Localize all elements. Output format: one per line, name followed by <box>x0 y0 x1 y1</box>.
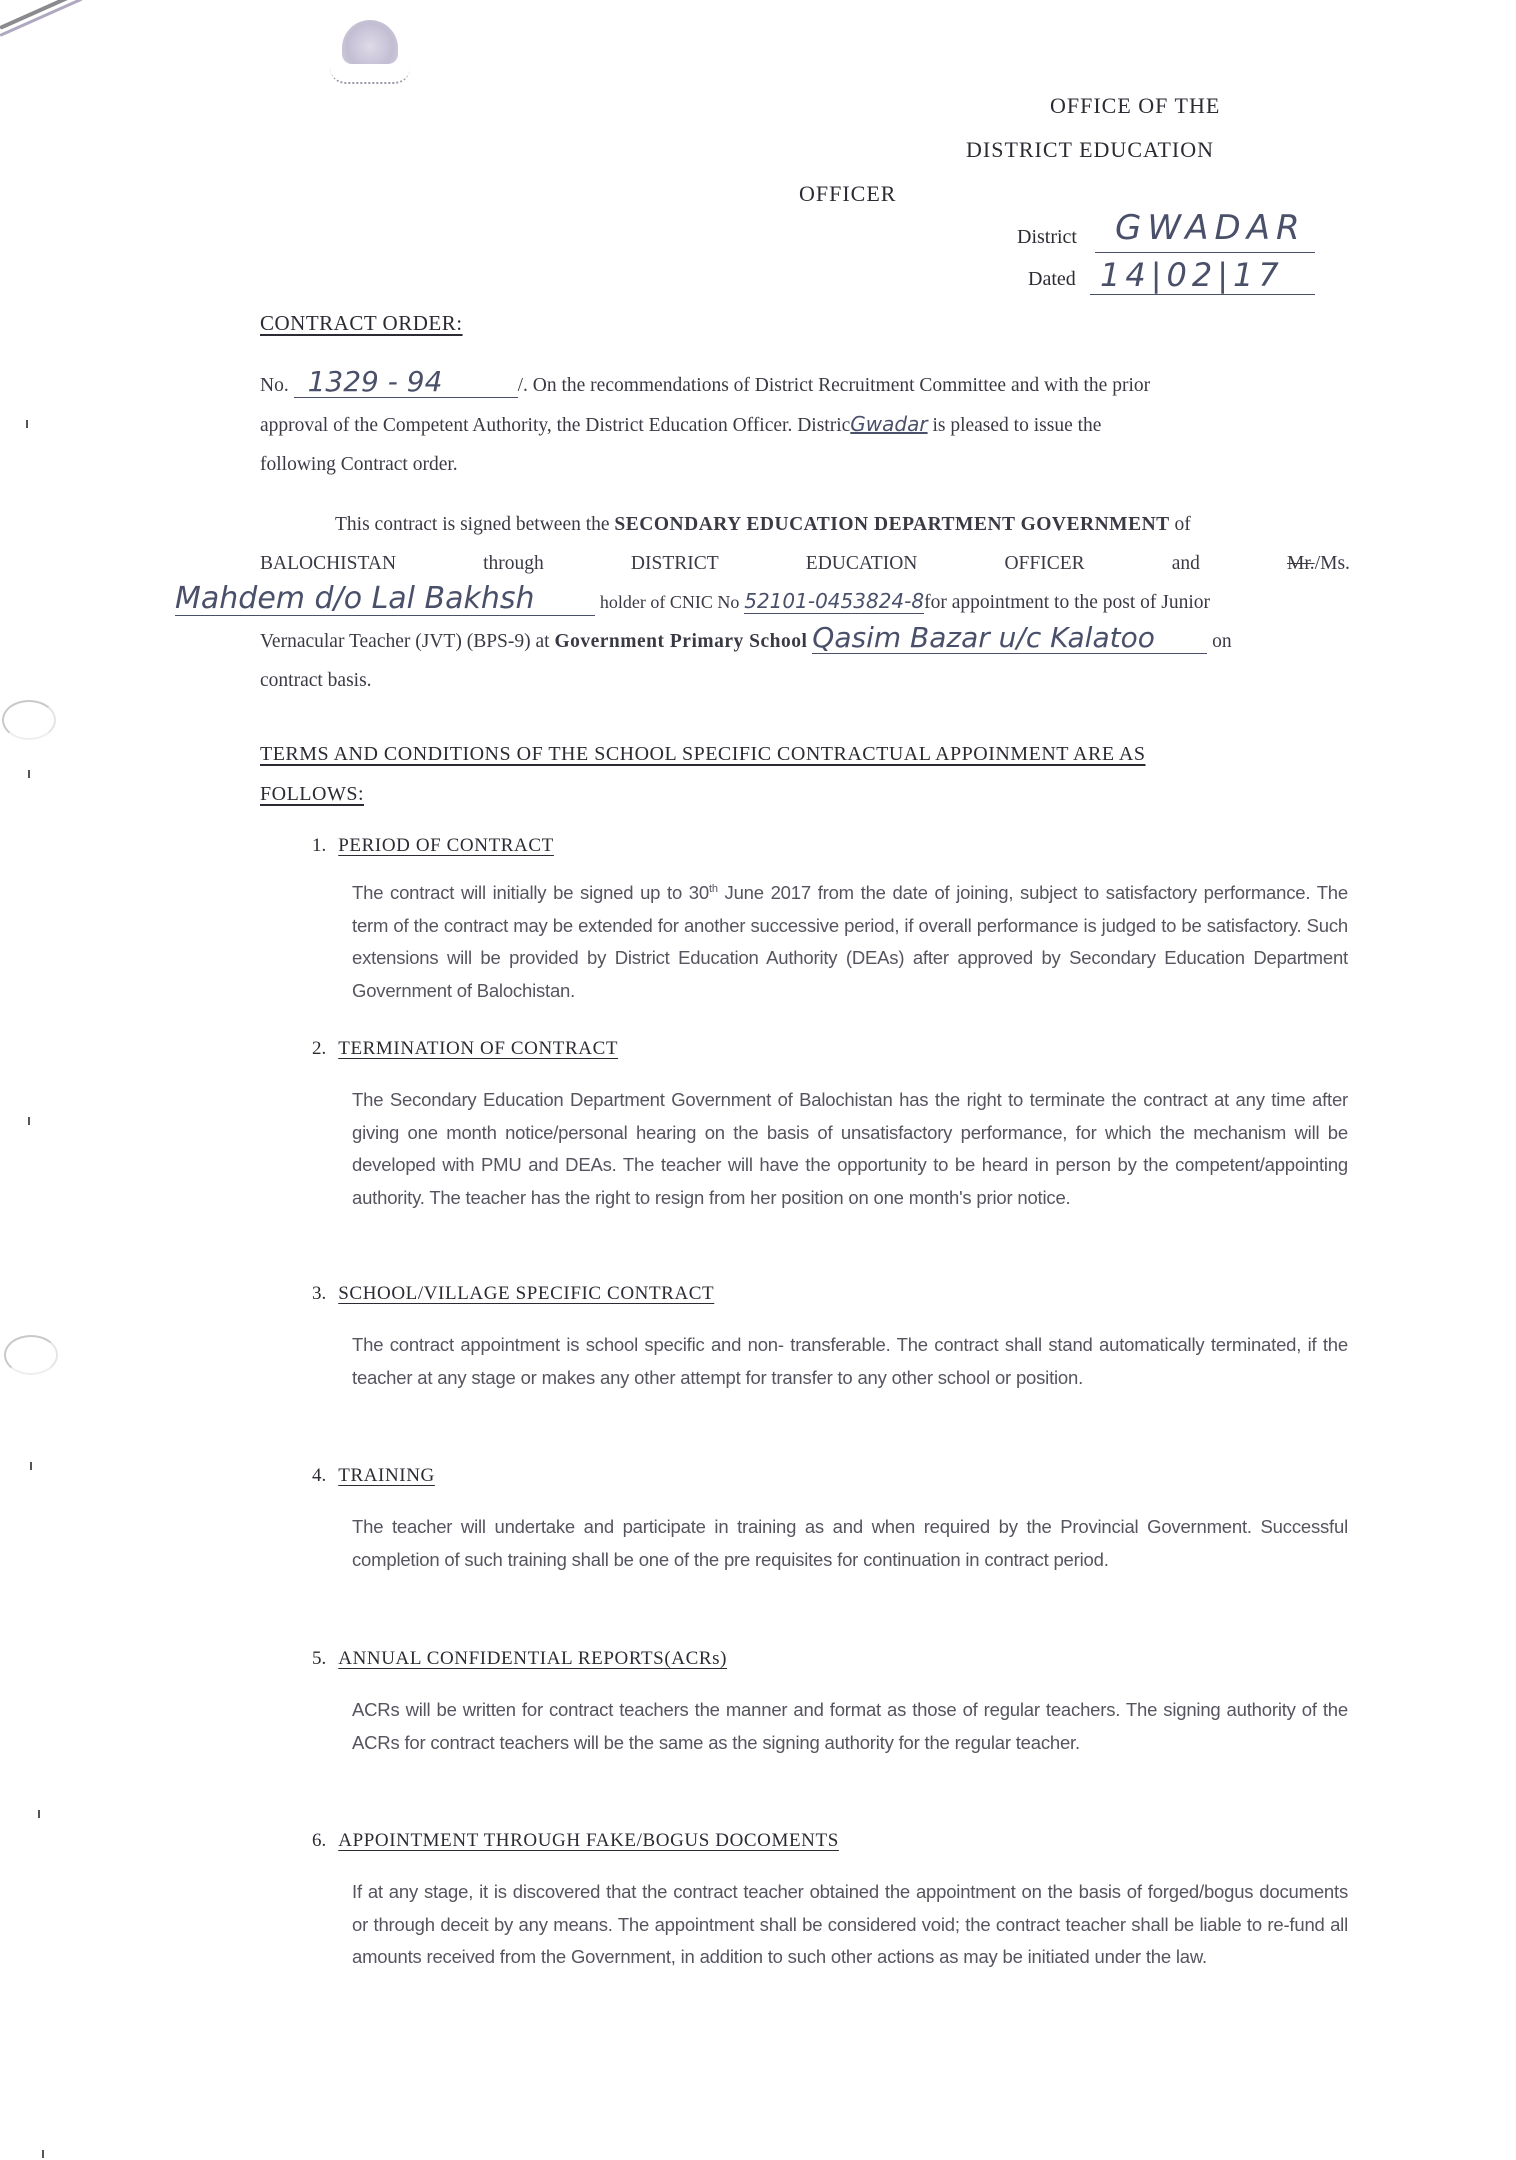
section-title: TERMINATION OF CONTRACT <box>338 1038 619 1059</box>
margin-mark <box>42 2150 44 2158</box>
contract-order-title: CONTRACT ORDER: <box>260 311 463 335</box>
emblem-icon <box>342 20 398 64</box>
p2-text-a: This contract is signed between the <box>335 514 615 535</box>
order-paragraph-1 <box>260 366 1350 484</box>
section-5 <box>312 1648 1348 1759</box>
p2-word: through <box>483 553 544 574</box>
cnic-label: holder of CNIC No <box>599 592 740 612</box>
dated-fill-line <box>1090 294 1315 295</box>
ordinal-suffix: th <box>708 883 718 895</box>
section-4 <box>312 1465 1348 1576</box>
section-2 <box>312 1038 1348 1214</box>
p1-text-a: /. On the recommendations of District Recruitment Committee and with the prior <box>517 375 1151 396</box>
section-number: 6. <box>312 1830 327 1851</box>
section-body: If at any stage, it is discovered that the contract teacher obtained the appointment on the basis of forged/bogus documents or through deceit by any means. The appointment shall be considered void; the contract teacher shall be liable to re-fund all amounts received from the Government, in addition to such other actions as may be initiated under the law. <box>352 1881 1348 1967</box>
p1-line-3: following Contract order. <box>260 454 458 475</box>
staple-mark <box>0 0 83 37</box>
punch-hole <box>2 700 56 740</box>
section-body-text: The contract will initially be signed up to 30 <box>352 882 709 904</box>
p1-text-c: is pleased to issue the <box>927 415 1102 436</box>
section-title: ANNUAL CONFIDENTIAL REPORTS(ACRs) <box>338 1648 728 1669</box>
section-3 <box>312 1283 1348 1394</box>
government-emblem-logo <box>330 20 410 80</box>
teacher-name-handwritten: Mahdem d/o Lal Bakhsh <box>175 583 595 616</box>
margin-mark <box>28 1117 30 1125</box>
emblem-base <box>330 68 410 84</box>
section-title: APPOINTMENT THROUGH FAKE/BOGUS DOCOMENTS <box>338 1830 839 1851</box>
p1-line-2 <box>260 405 1350 445</box>
section-number: 5. <box>312 1648 327 1669</box>
punch-hole <box>4 1335 58 1375</box>
p2-of: of <box>1169 514 1191 535</box>
section-6 <box>312 1830 1348 1974</box>
order-paragraph-2 <box>175 505 1350 700</box>
p2-mr-struck: Mr. <box>1287 553 1315 574</box>
p2-word: and <box>1171 553 1200 574</box>
section-number: 4. <box>312 1465 327 1486</box>
p1-district-handwritten: Gwadar <box>850 412 928 436</box>
margin-mark <box>28 770 30 778</box>
office-line-3: OFFICER <box>799 181 897 206</box>
school-label: Government Primary School <box>554 631 808 652</box>
section-title: SCHOOL/VILLAGE SPECIFIC CONTRACT <box>338 1283 715 1304</box>
cnic-handwritten: 52101-0453824-8 <box>744 589 925 613</box>
p2-word: OFFICER <box>1004 553 1085 574</box>
district-fill-line <box>1095 252 1315 253</box>
p1-line-1 <box>260 366 1350 405</box>
p1-text-b: approval of the Competent Authority, the District Education Officer. Distric <box>260 415 851 436</box>
margin-mark <box>30 1462 32 1470</box>
p2-line-4 <box>260 622 1350 661</box>
p2-word: EDUCATION <box>805 553 918 574</box>
p2-line-3 <box>175 583 1350 622</box>
staple-mark <box>0 0 101 30</box>
p2-on: on <box>1212 631 1232 652</box>
terms-heading-line-1: TERMS AND CONDITIONS OF THE SCHOOL SPECIFIC CONTRACTUAL APPOINMENT ARE AS <box>260 743 1146 765</box>
section-body <box>312 873 1348 1007</box>
p2-department: SECONDARY EDUCATION DEPARTMENT GOVERNMENT <box>614 514 1170 535</box>
section-body: ACRs will be written for contract teachers the manner and format as those of regular teachers. The signing authority of the ACRs for contract teachers will be the same as the signing authority for the regular teacher. <box>352 1699 1348 1753</box>
section-number: 1. <box>312 835 327 856</box>
p2-line-5: contract basis. <box>260 670 372 691</box>
p2-word: DISTRICT <box>630 553 719 574</box>
section-1 <box>312 835 1348 1007</box>
district-label: District <box>1017 226 1077 248</box>
p2-ms: /Ms. <box>1314 553 1350 574</box>
terms-heading <box>260 734 1360 814</box>
section-number: 3. <box>312 1283 327 1304</box>
section-number: 2. <box>312 1038 327 1059</box>
school-name-handwritten: Qasim Bazar u/c Kalatoo <box>812 623 1207 654</box>
p2-post: for appointment to the post of Junior <box>924 592 1211 613</box>
section-body-text: June 2017 from the date of joining, subject to satisfactory performance. The term of the contract may be extended for another successive period, if overall performance is judged to be satisfactory. Such extensions will be provided by District Education Authority (DEAs) after approved by Secondary Education Department Government of Balochistan. <box>352 882 1348 1001</box>
p2-line-1 <box>260 505 1350 544</box>
p2-post-2: Vernacular Teacher (JVT) (BPS-9) at <box>260 631 555 652</box>
terms-heading-line-2: FOLLOWS: <box>260 783 364 805</box>
order-no-handwritten: 1329 - 94 <box>294 367 518 398</box>
dated-handwritten: 14|02|17 <box>1100 256 1284 294</box>
margin-mark <box>38 1810 40 1818</box>
section-title: TRAINING <box>338 1465 435 1486</box>
office-line-2: DISTRICT EDUCATION <box>966 137 1214 162</box>
dated-label: Dated <box>1028 268 1076 290</box>
district-handwritten: GWADAR <box>1115 208 1306 248</box>
office-line-1: OFFICE OF THE <box>1050 93 1221 118</box>
section-body: The Secondary Education Department Government of Balochistan has the right to terminate the contract at any time after giving one month notice/personal hearing on the basis of unsatisfactory performance, for which the mechanism will be developed with PMU and DEAs. The teacher will have the opportunity to be heard in person by the competent/appointing authority. The teacher has the right to resign from her position on one month's prior notice. <box>352 1089 1348 1208</box>
margin-mark <box>26 420 28 428</box>
p2-line-2 <box>260 544 1350 583</box>
section-title: PERIOD OF CONTRACT <box>338 835 554 856</box>
section-body: The contract appointment is school specific and non- transferable. The contract shall stand automatically terminated, if the teacher at any stage or makes any other attempt for transfer to any other school or position. <box>352 1334 1348 1388</box>
section-body: The teacher will undertake and participate in training as and when required by the Provincial Government. Successful completion of such training shall be one of the pre requisites for continuation in contract period. <box>352 1516 1348 1570</box>
p2-word: BALOCHISTAN <box>260 553 397 574</box>
order-no-label: No. <box>260 375 289 396</box>
